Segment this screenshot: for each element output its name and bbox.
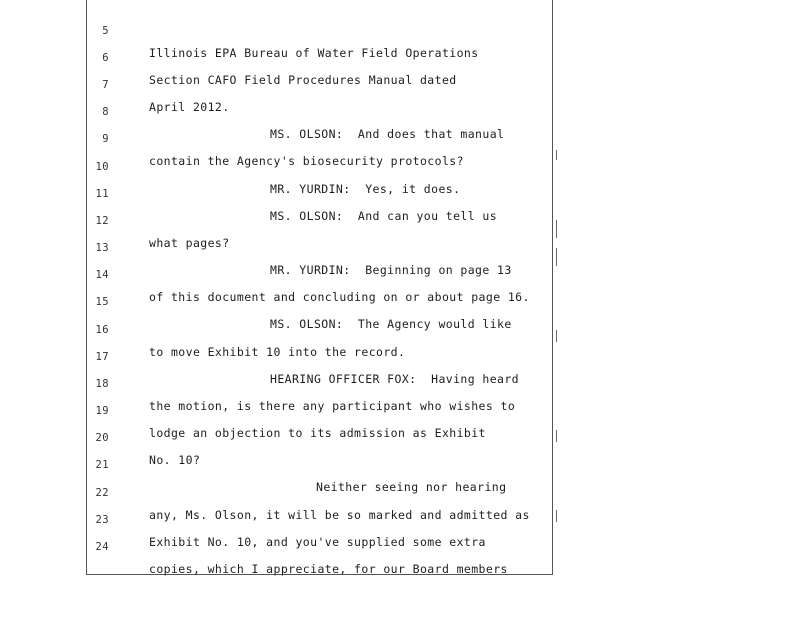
line-text: Exhibit No. 10, and you've supplied some extra xyxy=(149,535,486,549)
line-text: Section CAFO Field Procedures Manual dated xyxy=(149,73,457,87)
scan-mark xyxy=(556,150,557,160)
line-text: MS. OLSON: And does that manual xyxy=(270,127,505,141)
line-number: 14 xyxy=(95,269,109,281)
scan-mark xyxy=(556,220,557,238)
line-text: to move Exhibit 10 into the record. xyxy=(149,345,406,359)
line-number: 20 xyxy=(95,432,109,444)
line-number: 8 xyxy=(102,106,109,118)
line-text: April 2012. xyxy=(149,100,230,114)
line-text: MS. OLSON: And can you tell us xyxy=(270,209,498,223)
line-text: No. 10? xyxy=(149,453,201,467)
line-number: 17 xyxy=(95,351,109,363)
line-text: contain the Agency's biosecurity protocols? xyxy=(149,154,464,168)
line-text: Neither seeing nor hearing xyxy=(316,480,507,494)
line-number: 23 xyxy=(95,514,109,526)
line-number: 9 xyxy=(102,133,109,145)
line-text: the motion, is there any participant who wishes to xyxy=(149,399,516,413)
line-text: lodge an objection to its admission as Exhibit xyxy=(149,426,486,440)
line-number: 24 xyxy=(95,541,109,553)
line-number: 6 xyxy=(102,52,109,64)
line-text: MR. YURDIN: Beginning on page 13 xyxy=(270,263,512,277)
line-text: HEARING OFFICER FOX: Having heard xyxy=(270,372,520,386)
line-text: of this document and concluding on or about page 16. xyxy=(149,290,530,304)
line-text: MS. OLSON: The Agency would like xyxy=(270,317,512,331)
line-number: 11 xyxy=(95,188,109,200)
line-number: 21 xyxy=(95,459,109,471)
line-number: 18 xyxy=(95,378,109,390)
line-number: 19 xyxy=(95,405,109,417)
transcript-line xyxy=(87,0,554,60)
line-text: MR. YURDIN: Yes, it does. xyxy=(270,182,461,196)
line-text: what pages? xyxy=(149,236,230,250)
line-text: any, Ms. Olson, it will be so marked and admitted as xyxy=(149,508,530,522)
transcript-page xyxy=(86,0,553,575)
line-number: 15 xyxy=(95,296,109,308)
scan-mark xyxy=(556,248,557,266)
scan-mark xyxy=(556,510,557,522)
scan-mark xyxy=(556,330,557,342)
line-number: 13 xyxy=(95,242,109,254)
line-number: 5 xyxy=(102,25,109,37)
line-text: copies, which I appreciate, for our Board members xyxy=(149,562,508,576)
line-text: Illinois EPA Bureau of Water Field Operations xyxy=(149,46,479,60)
scan-mark xyxy=(556,430,557,442)
line-number: 7 xyxy=(102,79,109,91)
line-number: 12 xyxy=(95,215,109,227)
line-number: 10 xyxy=(95,161,109,173)
line-number: 16 xyxy=(95,324,109,336)
line-number: 22 xyxy=(95,487,109,499)
